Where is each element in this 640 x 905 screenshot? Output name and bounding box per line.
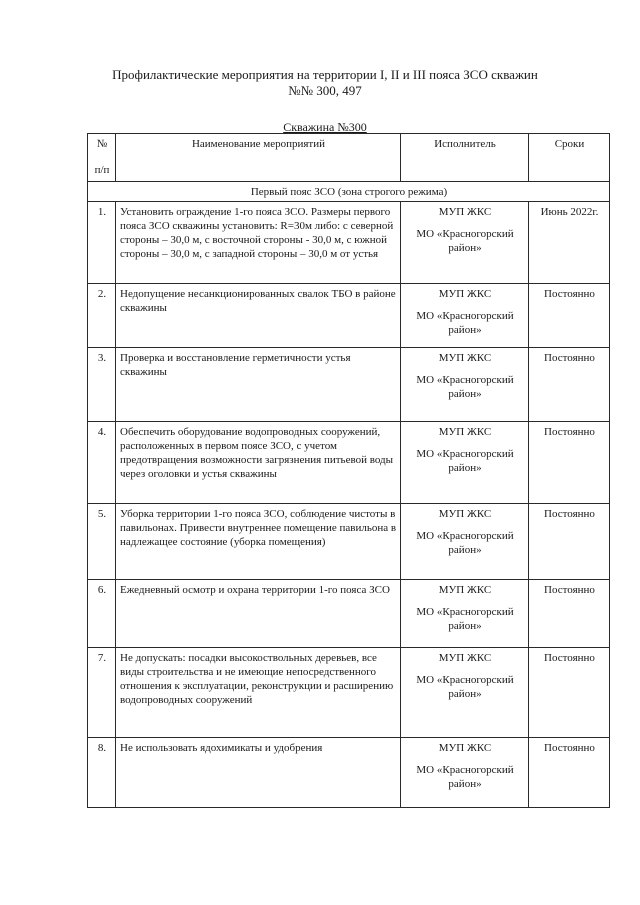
executor-mo: МО «Красногорский район» <box>416 310 514 336</box>
row-executor <box>401 580 529 648</box>
measures-table <box>87 133 610 808</box>
row-executor <box>401 202 529 284</box>
row-number: 7. <box>88 648 116 738</box>
header-executor: Исполнитель <box>401 134 529 182</box>
table-row <box>88 580 610 648</box>
row-term: Постоянно <box>529 284 610 348</box>
executor-org: МУП ЖКС <box>438 742 492 754</box>
table-row <box>88 348 610 422</box>
header-num-pp: п/п <box>94 164 110 176</box>
row-number: 4. <box>88 422 116 504</box>
row-executor <box>401 422 529 504</box>
executor-mo: МО «Красногорский район» <box>416 374 514 400</box>
row-number: 3. <box>88 348 116 422</box>
row-term: Постоянно <box>529 504 610 580</box>
table-row <box>88 648 610 738</box>
row-executor <box>401 284 529 348</box>
row-term: Постоянно <box>529 580 610 648</box>
row-term: Июнь 2022г. <box>529 202 610 284</box>
zone-label: Первый пояс ЗСО (зона строгого режима) <box>88 182 610 202</box>
row-measure: Ежедневный осмотр и охрана территории 1-го пояса ЗСО <box>116 580 401 648</box>
executor-mo: МО «Красногорский район» <box>416 530 514 556</box>
row-measure: Недопущение несанкционированных свалок ТБО в районе скважины <box>116 284 401 348</box>
title-line-1: Профилактические мероприятия на территории I, II и III пояса ЗСО скважин <box>112 67 538 82</box>
header-name: Наименование мероприятий <box>116 134 401 182</box>
row-measure: Установить ограждение 1-го пояса ЗСО. Размеры первого пояса ЗСО скважины установить: R=30м либо: с северной стороны – 30,0 м, с восточной стороны - 30,0 м, с южной стороны – 30,0 м, с западной стороны – 30,0 м от устья <box>116 202 401 284</box>
header-term: Сроки <box>529 134 610 182</box>
header-num-symbol: № <box>96 138 108 150</box>
executor-org: МУП ЖКС <box>438 206 492 218</box>
executor-org: МУП ЖКС <box>438 352 492 364</box>
row-measure: Уборка территории 1-го пояса ЗСО, соблюдение чистоты в павильонах. Привести внутреннее помещение павильона в надлежащее состояние (уборка помещения) <box>116 504 401 580</box>
table-row <box>88 202 610 284</box>
row-number: 5. <box>88 504 116 580</box>
well-subtitle: Скважина №300 <box>283 120 367 134</box>
row-executor <box>401 504 529 580</box>
row-number: 8. <box>88 738 116 808</box>
row-term: Постоянно <box>529 348 610 422</box>
table-body <box>88 202 610 808</box>
row-term: Постоянно <box>529 422 610 504</box>
executor-mo: МО «Красногорский район» <box>416 764 514 790</box>
zone-row <box>88 182 610 202</box>
executor-mo: МО «Красногорский район» <box>416 228 514 254</box>
table-header-row <box>88 134 610 182</box>
executor-mo: МО «Красногорский район» <box>416 606 514 632</box>
table-row <box>88 422 610 504</box>
row-executor <box>401 738 529 808</box>
row-executor <box>401 648 529 738</box>
executor-org: МУП ЖКС <box>438 652 492 664</box>
row-number: 6. <box>88 580 116 648</box>
row-number: 1. <box>88 202 116 284</box>
executor-org: МУП ЖКС <box>438 584 492 596</box>
executor-mo: МО «Красногорский район» <box>416 674 514 700</box>
executor-mo: МО «Красногорский район» <box>416 448 514 474</box>
row-executor <box>401 348 529 422</box>
row-term: Постоянно <box>529 648 610 738</box>
executor-org: МУП ЖКС <box>438 508 492 520</box>
executor-org: МУП ЖКС <box>438 288 492 300</box>
row-term: Постоянно <box>529 738 610 808</box>
row-measure: Не использовать ядохимикаты и удобрения <box>116 738 401 808</box>
title-line-2: №№ 300, 497 <box>288 83 362 98</box>
header-num <box>88 134 116 182</box>
row-measure: Проверка и восстановление герметичности устья скважины <box>116 348 401 422</box>
row-measure: Не допускать: посадки высокоствольных деревьев, все виды строительства и не имеющие непосредственного отношения к эксплуатации, реконструкции и расширению водопроводных сооружений <box>116 648 401 738</box>
row-measure: Обеспечить оборудование водопроводных сооружений, расположенных в первом поясе ЗСО, с учетом предотвращения возможности загрязнения питьевой воды через оголовки и устья скважины <box>116 422 401 504</box>
table-row <box>88 284 610 348</box>
executor-org: МУП ЖКС <box>438 426 492 438</box>
table-row <box>88 738 610 808</box>
table-row <box>88 504 610 580</box>
row-number: 2. <box>88 284 116 348</box>
document-title <box>60 67 590 99</box>
